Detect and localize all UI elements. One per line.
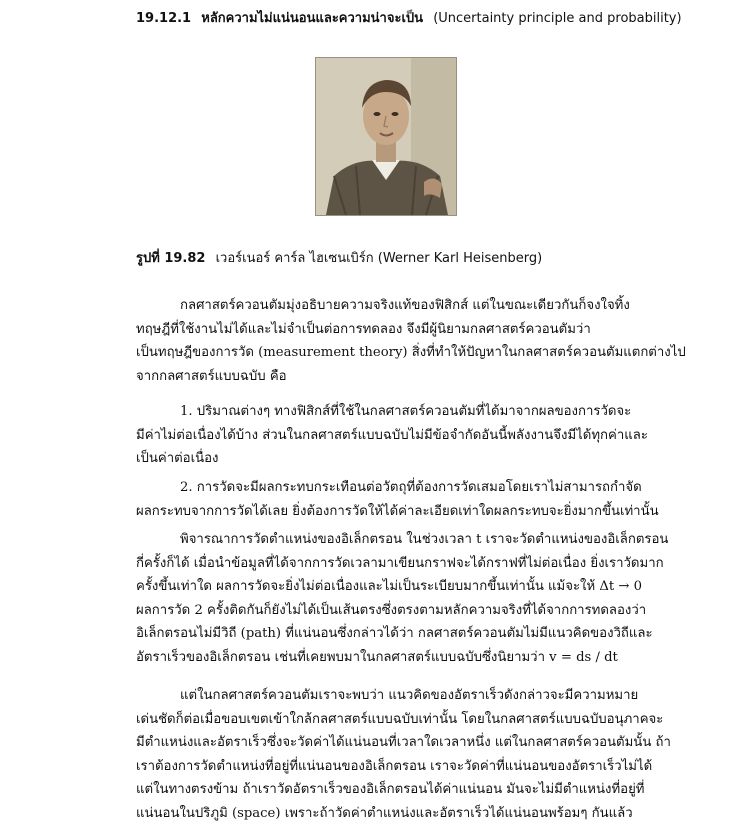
text-line: เป็นค่าต่อเนื่อง [136, 451, 219, 466]
section-title-english: (Uncertainty principle and probability) [433, 11, 682, 26]
text-line: แต่ในกลศาสตร์ควอนตัมเราจะพบว่า แนวคิดของอัตราเร็วดังกล่าวจะมีความหมาย [180, 688, 639, 703]
text-line: เราต้องการวัดตำแหน่งที่อยู่ที่แน่นอนของอิเล็กตรอน เราจะวัดค่าที่แน่นอนของอัตราเร็วไม่ได้ [136, 758, 653, 774]
text-line: พิจารณาการวัดตำแหน่งของอิเล็กตรอน ในช่วงเวลา t เราจะวัดตำแหน่งของอิเล็กตรอน [180, 532, 669, 547]
section-number: 19.12.1 [136, 11, 192, 26]
text-line: ทฤษฎีที่ใช้งานไม่ได้และไม่จำเป็นต่อการทดลอง จึงมีผู้นิยามกลศาสตร์ควอนตัมว่า [136, 321, 591, 337]
text-line: มีตำแหน่งและอัตราเร็วซึ่งจะวัดค่าได้แน่นอนที่เวลาใดเวลาหนึ่ง แต่ในกลศาสตร์ควอนตัมนั้น ถ้า [136, 735, 671, 750]
text-line: มีค่าไม่ต่อเนื่องได้บ้าง ส่วนในกลศาสตร์แบบฉบับไม่มีข้อจำกัดอันนี้พลังงานจึงมีได้ทุกค่าและ [136, 427, 648, 443]
text-line: ผลกระทบจากการวัดได้เลย ยิ่งต้องการวัดให้ได้ค่าละเอียดเท่าใดผลกระทบจะยิ่งมากขึ้นเท่านั้น [136, 503, 659, 519]
text-line: 1. ปริมาณต่างๆ ทางฟิสิกส์ที่ใช้ในกลศาสตร์ควอนตัมที่ได้มาจากผลของการวัดจะ [180, 404, 632, 419]
paragraph-quantum-velocity [136, 684, 676, 825]
paragraph-intro [136, 294, 686, 388]
figure-caption [136, 247, 542, 268]
text-line: เด่นชัดก็ต่อเมื่อขอบเขตเข้าใกล้กลศาสตร์แบบฉบับเท่านั้น โดยในกลศาสตร์แบบฉบับอนุภาคจะ [136, 711, 664, 727]
text-line: อิเล็กตรอนไม่มีวิถี (path) ที่แน่นอนซึ่งกล่าวได้ว่า กลศาสตร์ควอนตัมไม่มีแนวคิดของวิถีและ [136, 626, 653, 641]
text-line: กี่ครั้งก็ได้ เมื่อนำข้อมูลที่ได้จากการวัดเวลามาเขียนกราฟจะได้กราฟที่ไม่ต่อเนื่อง ยิ่งเราวัดมาก [136, 555, 664, 571]
section-title-thai: หลักความไม่แน่นอนและความน่าจะเป็น [201, 11, 424, 26]
paragraph-item-2 [136, 476, 676, 523]
heisenberg-portrait [315, 57, 457, 216]
paragraph-item-1 [136, 400, 676, 471]
paragraph-electron-measurement [136, 528, 676, 669]
text-line: แต่ในทางตรงข้าม ถ้าเราวัดอัตราเร็วของอิเล็กตรอนได้ค่าแน่นอน มันจะไม่มีตำแหน่งที่อยู่ที่ [136, 782, 645, 797]
figure-label: รูปที่ 19.82 [136, 251, 206, 266]
text-line: เป็นทฤษฎีของการวัด (measurement theory) สิ่งที่ทำให้ปัญหาในกลศาสตร์ควอนตัมแตกต่างไป [136, 345, 686, 360]
section-heading [136, 7, 682, 28]
text-line: ครั้งขึ้นเท่าใด ผลการวัดจะยิ่งไม่ต่อเนื่องและไม่เป็นระเบียบมากขึ้นเท่านั้น แม้จะให้ Δt → 0 [136, 579, 643, 594]
text-line: ผลการวัด 2 ครั้งติดกันก็ยังไม่ได้เป็นเส้นตรงซึ่งตรงตามหลักความจริงที่ได้จากการทดลองว่า [136, 602, 647, 618]
text-line: 2. การวัดจะมีผลกระทบกระเทือนต่อวัตถุที่ต้องการวัดเสมอโดยเราไม่สามารถกำจัด [180, 480, 642, 495]
text-line: อัตราเร็วของอิเล็กตรอน เช่นที่เคยพบมาในกลศาสตร์แบบฉบับซึ่งนิยามว่า v = ds / dt [136, 649, 618, 665]
text-line: กลศาสตร์ควอนตัมมุ่งอธิบายความจริงแท้ของฟิสิกส์ แต่ในขณะเดียวกันก็จงใจทิ้ง [180, 298, 630, 313]
figure-caption-text: เวอร์เนอร์ คาร์ล ไฮเซนเบิร์ก (Werner Karl Heisenberg) [215, 251, 543, 266]
text-line: จากกลศาสตร์แบบฉบับ คือ [136, 368, 287, 384]
text-line: แน่นอนในปริภูมิ (space) เพราะถ้าวัดค่าตำแหน่งและอัตราเร็วได้แน่นอนพร้อมๆ กันแล้ว [136, 805, 633, 821]
